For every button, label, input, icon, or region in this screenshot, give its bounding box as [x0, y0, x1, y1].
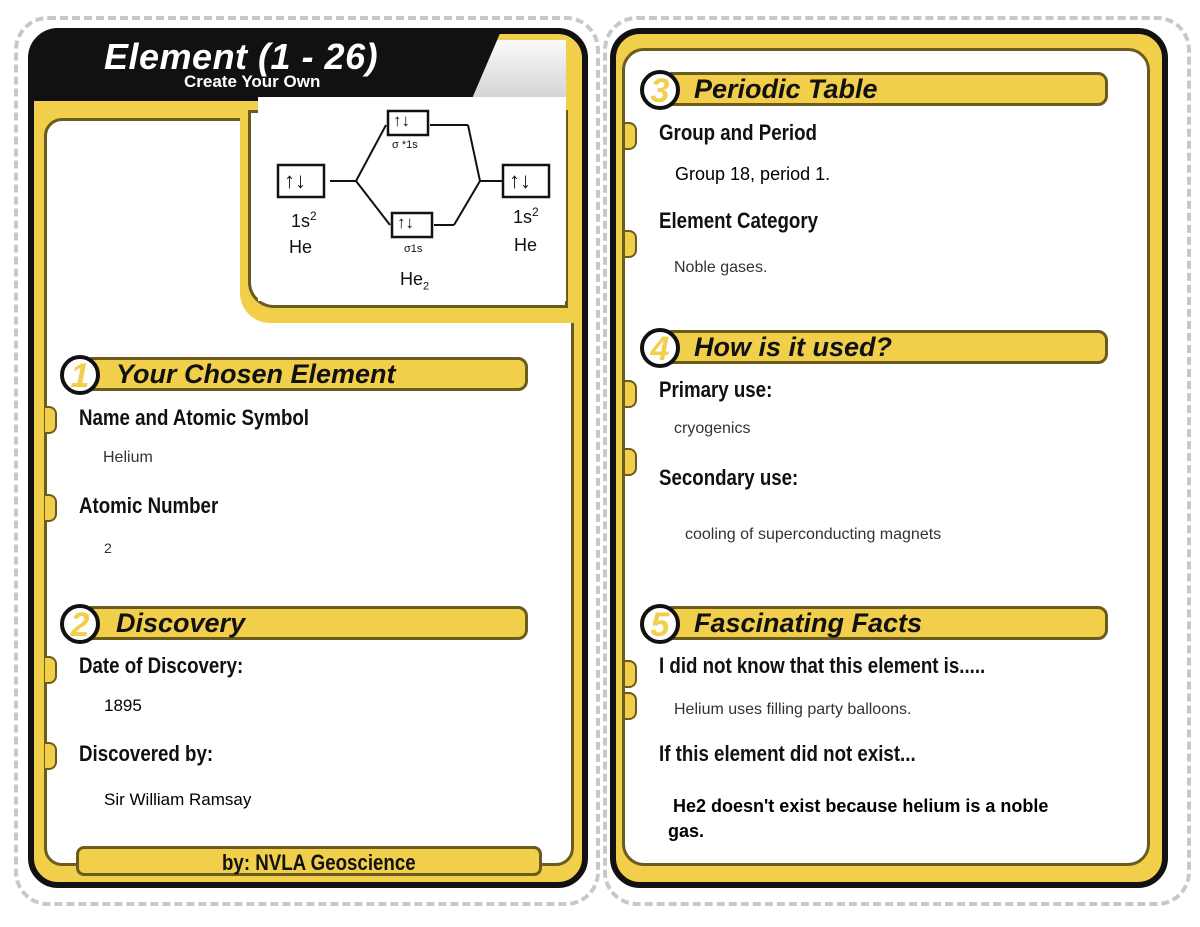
atomic-number-label: Atomic Number — [79, 493, 219, 518]
if-not-exist-label: If this element did not exist... — [659, 741, 916, 766]
primary-use-value: cryogenics — [674, 420, 751, 437]
if-not-exist-value-line1: He2 doesn't exist because helium is a noble — [673, 796, 1049, 816]
molecular-orbital-diagram — [258, 97, 566, 301]
if-not-exist-value-line2: gas. — [668, 821, 705, 841]
name-symbol-label: Name and Atomic Symbol — [79, 405, 309, 430]
page-subtitle: Create Your Own — [184, 72, 321, 91]
discovery-date-value: 1895 — [104, 696, 142, 715]
section-2-badge: 2 — [60, 604, 100, 644]
section-5-title: Fascinating Facts — [694, 608, 923, 638]
right-orbital-box: ↑↓ — [509, 168, 531, 193]
left-orbital-box: ↑↓ — [284, 168, 306, 193]
section-5-badge: 5 — [640, 604, 680, 644]
sigma-label: σ1s — [404, 243, 423, 255]
element-category-value: Noble gases. — [674, 259, 768, 276]
secondary-use-label: Secondary use: — [659, 465, 799, 490]
tab-marker — [625, 692, 637, 720]
discovery-date-label: Date of Discovery: — [79, 653, 244, 678]
discovered-by-label: Discovered by: — [79, 741, 214, 766]
atomic-number-value: 2 — [104, 540, 112, 556]
right-atom-label: He — [514, 235, 538, 255]
tab-marker — [45, 656, 57, 684]
tab-marker — [45, 406, 57, 434]
fascinating-fact-value: Helium uses filling party balloons. — [674, 701, 912, 718]
footer-credit: by: NVLA Geoscience — [222, 850, 416, 875]
section-1-badge: 1 — [60, 355, 100, 395]
fascinating-fact-label: I did not know that this element is..... — [659, 653, 986, 678]
section-3-badge: 3 — [640, 70, 680, 110]
tab-marker — [45, 494, 57, 522]
tab-marker — [625, 122, 637, 150]
element-category-label: Element Category — [659, 208, 819, 233]
group-period-label: Group and Period — [659, 120, 817, 145]
section-4-badge: 4 — [640, 328, 680, 368]
sigma-star-label: σ *1s — [392, 139, 418, 151]
right-orbital-label: $1s^2$ — [513, 205, 539, 227]
name-symbol-value: Helium — [103, 449, 153, 466]
tab-marker — [625, 230, 637, 258]
section-2-title: Discovery — [116, 608, 246, 638]
section-3-title: Periodic Table — [694, 74, 878, 104]
left-orbital-label: $1s^2$ — [291, 209, 317, 231]
tab-marker — [45, 742, 57, 770]
section-4-title: How is it used? — [694, 332, 893, 362]
antibonding-orbital-box: ↑↓ — [393, 111, 410, 130]
section-1-title: Your Chosen Element — [116, 359, 396, 389]
molecule-label: $He_2$ — [400, 269, 430, 293]
tab-marker — [625, 448, 637, 476]
bonding-orbital-box: ↑↓ — [397, 213, 414, 232]
left-atom-label: He — [289, 237, 313, 257]
secondary-use-value: cooling of superconducting magnets — [685, 526, 942, 543]
group-period-value: Group 18, period 1. — [675, 164, 831, 184]
discovered-by-value: Sir William Ramsay — [104, 790, 252, 809]
tab-marker — [625, 660, 637, 688]
primary-use-label: Primary use: — [659, 377, 773, 402]
tab-marker — [625, 380, 637, 408]
page-title: Element (1 - 26) — [104, 36, 379, 77]
